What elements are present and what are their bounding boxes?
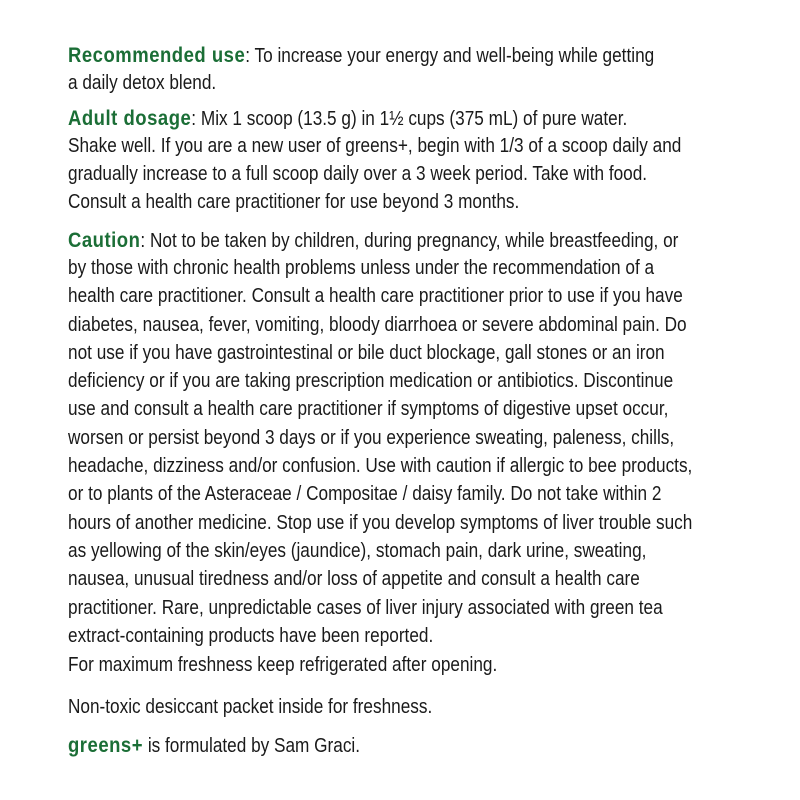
freshness-note: For maximum freshness keep refrigerated after opening. xyxy=(68,654,498,676)
recommended-use-heading: Recommended use xyxy=(68,43,246,67)
adult-dosage-heading: Adult dosage xyxy=(68,106,192,130)
brand-name: greens+ xyxy=(68,733,144,757)
adult-dosage-paragraph: Adult dosage: Mix 1 scoop (13.5 g) in 1½ cups (375 mL) of pure water. Shake well. If you are a new user of greens+, begin with 1/3 of a scoop daily and gradually increase to a full scoop daily over a 3 week period. Take with food. Consult a health care practitioner for use beyond 3 months. xyxy=(68,106,682,213)
desiccant-note: Non-toxic desiccant packet inside for freshness. xyxy=(68,696,433,718)
caution-heading: Caution xyxy=(68,228,141,252)
caution-paragraph: Caution: Not to be taken by children, during pregnancy, while breastfeeding, or by those with chronic health problems unless under the recommendation of a health care practitioner. Consult a health care practitioner prior to use if you have diabetes, nausea, fever, vomiting, bloody diarrhoea or severe abdominal pain. Do not use if you have gastrointestinal or bile duct blockage, gall stones or an iron deficiency or if you are taking prescription medication or antibiotics. Discontinue use and consult a health care practitioner if symptoms of digestive upset occur, worsen or persist beyond 3 days or if you experience sweating, paleness, chills, headache, dizziness and/or confusion. Use with caution if allergic to bee products, or to plants of the Asteraceae / Compositae / daisy family. Do not take within 2 hours of another medicine. Stop use if you develop symptoms of liver trouble such as yellowing of the skin/eyes (jaundice), stomach pain, dark urine, sweating, nausea, unusual tiredness and/or loss of appetite and consult a health care practitioner. Rare, unpredictable cases of liver injury associated with green tea extract-containing products have been reported. xyxy=(68,228,693,647)
formulator-note: greens+ is formulated by Sam Graci. xyxy=(68,733,361,757)
recommended-use-paragraph: Recommended use: To increase your energy and well-being while getting a daily detox blend. xyxy=(68,43,655,94)
